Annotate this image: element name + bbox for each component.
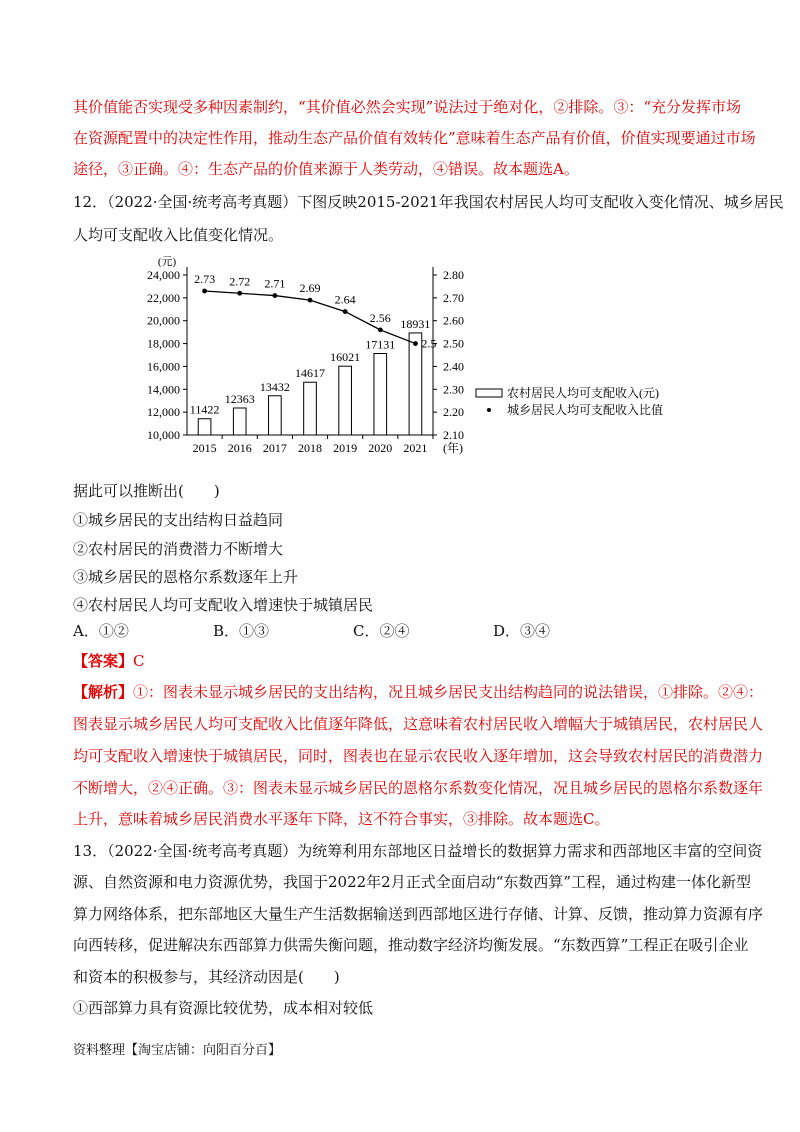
right-tick-label: 2.20	[443, 405, 464, 420]
option-c: C．②④	[353, 622, 410, 640]
right-tick-label: 2.10	[443, 428, 464, 442]
bar-2019	[339, 366, 352, 435]
right-tick-label: 2.80	[443, 268, 464, 282]
left-tick-label: 18,000	[147, 336, 180, 351]
bar-value-label: 12363	[224, 391, 255, 406]
left-tick-label: 14,000	[147, 382, 180, 397]
x-axis-unit: (年)	[443, 441, 463, 455]
q12-analysis-line-5: 上升，意味着城乡居民消费水平逐年下降，这不符合事实，③排除。故本题选C。	[73, 810, 610, 828]
ratio-point-2015	[202, 289, 207, 294]
x-tick-label: 2015	[192, 441, 217, 455]
legend-bar-label: 农村居民人均可支配收入(元)	[507, 386, 659, 400]
prev-answer-line-3: 途径，③正确。④：生态产品的价值来源于人类劳动，④错误。故本题选A。	[73, 160, 579, 178]
q12-prompt: 据此可以推断出( )	[73, 482, 220, 500]
x-tick-label: 2021	[403, 441, 428, 455]
bar-2021	[409, 333, 422, 435]
q13-statement-1: ①西部算力具有资源比较优势，成本相对较低	[73, 999, 374, 1017]
bar-2018	[304, 382, 317, 435]
legend-line-swatch	[487, 408, 491, 412]
q12-analysis-line-3: 均可支配收入增速快于城镇居民，同时，图表也在显示农民收入逐年增加，这会导致农村居民的消费潜力	[73, 747, 764, 765]
q12-statement-3: ③城乡居民的恩格尔系数逐年上升	[73, 568, 299, 586]
ratio-value-label: 2.56	[369, 310, 391, 325]
q12-stem-line-1: 12．（2022·全国·统考高考真题）下图反映2015-2021年我国农村居民人均可支配收入变化情况、城乡居民	[73, 193, 784, 211]
q13-line-5: 和资本的积极参与，其经济动因是( )	[73, 968, 340, 986]
ratio-value-label: 2.71	[264, 276, 286, 291]
right-tick-label: 2.60	[443, 313, 464, 328]
x-tick-label: 2020	[368, 441, 393, 455]
q12-answer	[73, 650, 733, 672]
answer-value: C	[133, 652, 145, 670]
x-tick-label: 2017	[262, 441, 287, 455]
right-tick-label: 2.50	[443, 336, 464, 351]
ratio-point-2017	[272, 293, 277, 298]
bar-2016	[233, 408, 246, 435]
q12-statement-2: ②农村居民的消费潜力不断增大	[73, 540, 284, 558]
prev-answer-line-1: 其价值能否实现受多种因素制约，“其价值必然会实现”说法过于绝对化，②排除。③：“充分发挥市场	[73, 98, 742, 116]
bar-value-label: 11422	[189, 402, 220, 417]
legend-bar-swatch	[476, 389, 502, 397]
left-tick-label: 16,000	[147, 359, 180, 374]
ratio-value-label: 2.69	[299, 281, 321, 296]
q13-line-3: 算力网络体系，把东部地区大量生产生活数据输送到西部地区进行存储、计算、反馈，推动算力资源有序	[73, 905, 764, 923]
q12-analysis-line-2: 图表显示城乡居民人均可支配收入比值逐年降低，这意味着农村居民收入增幅大于城镇居民，农村居民人	[73, 715, 764, 733]
x-tick-label: 2018	[298, 441, 322, 455]
left-tick-label: 22,000	[147, 290, 180, 305]
bar-2015	[198, 419, 211, 435]
option-b: B．①③	[213, 622, 270, 640]
ratio-value-label: 2.73	[194, 272, 216, 286]
bar-value-label: 14617	[295, 366, 325, 381]
answer-tag: 【答案】	[73, 652, 134, 670]
analysis-text-1: ①：图表未显示城乡居民的支出结构，况且城乡居民支出结构趋同的说法错误，①排除。②④：	[133, 683, 764, 701]
left-tick-label: 20,000	[147, 313, 180, 328]
ratio-value-label: 2.5	[421, 336, 437, 351]
option-a: A．①②	[73, 622, 129, 640]
ratio-value-label: 2.72	[229, 274, 251, 289]
ratio-value-label: 2.64	[334, 292, 356, 307]
ratio-point-2021	[413, 341, 418, 346]
footer-source: 资料整理【淘宝店铺：向阳百分百】	[73, 1043, 282, 1058]
bar-value-label: 18931	[400, 316, 431, 331]
q12-statement-4: ④农村居民人均可支配收入增速快于城镇居民	[73, 596, 374, 614]
left-tick-label: 10,000	[147, 428, 180, 442]
q13-line-1: 13．（2022·全国·统考高考真题）为统筹利用东部地区日益增长的数据算力需求和西部地区丰富的空间资	[73, 842, 763, 860]
q12-stem-line-2: 人均可支配收入比值变化情况。	[73, 226, 284, 244]
q13-line-2: 源、自然资源和电力资源优势，我国于2022年2月正式全面启动“东数西算”工程，通过构建一体化新型	[73, 873, 752, 891]
left-axis-unit: (元)	[157, 256, 177, 268]
q12-analysis-line-1	[73, 681, 764, 703]
legend-line-label: 城乡居民人均可支配收入比值	[507, 403, 664, 417]
ratio-point-2018	[308, 298, 313, 303]
ratio-point-2016	[237, 291, 242, 296]
left-tick-label: 12,000	[147, 405, 180, 420]
bar-2017	[269, 396, 282, 435]
q13-line-4: 向西转移，促进解决东西部算力供需失衡问题，推动数字经济均衡发展。“东数西算”工程正在吸引企业	[73, 936, 749, 954]
option-d: D．③④	[493, 622, 551, 640]
analysis-tag: 【解析】	[73, 683, 134, 701]
prev-answer-line-2: 在资源配置中的决定性作用，推动生态产品价值有效转化”意味着生态产品有价值，价值实现要通过市场	[73, 129, 756, 147]
right-tick-label: 2.40	[443, 359, 464, 374]
q12-analysis-line-4: 不断增大，②④正确。③：图表未显示城乡居民的恩格尔系数变化情况，况且城乡居民的恩格尔系数逐年	[73, 779, 764, 797]
x-tick-label: 2019	[333, 441, 358, 455]
income-chart	[0, 250, 800, 470]
bar-value-label: 16021	[330, 350, 361, 365]
x-tick-label: 2016	[227, 441, 252, 455]
ratio-point-2019	[343, 309, 348, 314]
bar-2020	[374, 354, 387, 435]
right-tick-label: 2.70	[443, 290, 464, 305]
right-tick-label: 2.30	[443, 382, 464, 397]
bar-value-label: 13432	[259, 379, 290, 394]
left-tick-label: 24,000	[147, 268, 180, 282]
ratio-point-2020	[378, 327, 383, 332]
bar-value-label: 17131	[365, 337, 396, 352]
q12-statement-1: ①城乡居民的支出结构日益趋同	[73, 511, 284, 529]
